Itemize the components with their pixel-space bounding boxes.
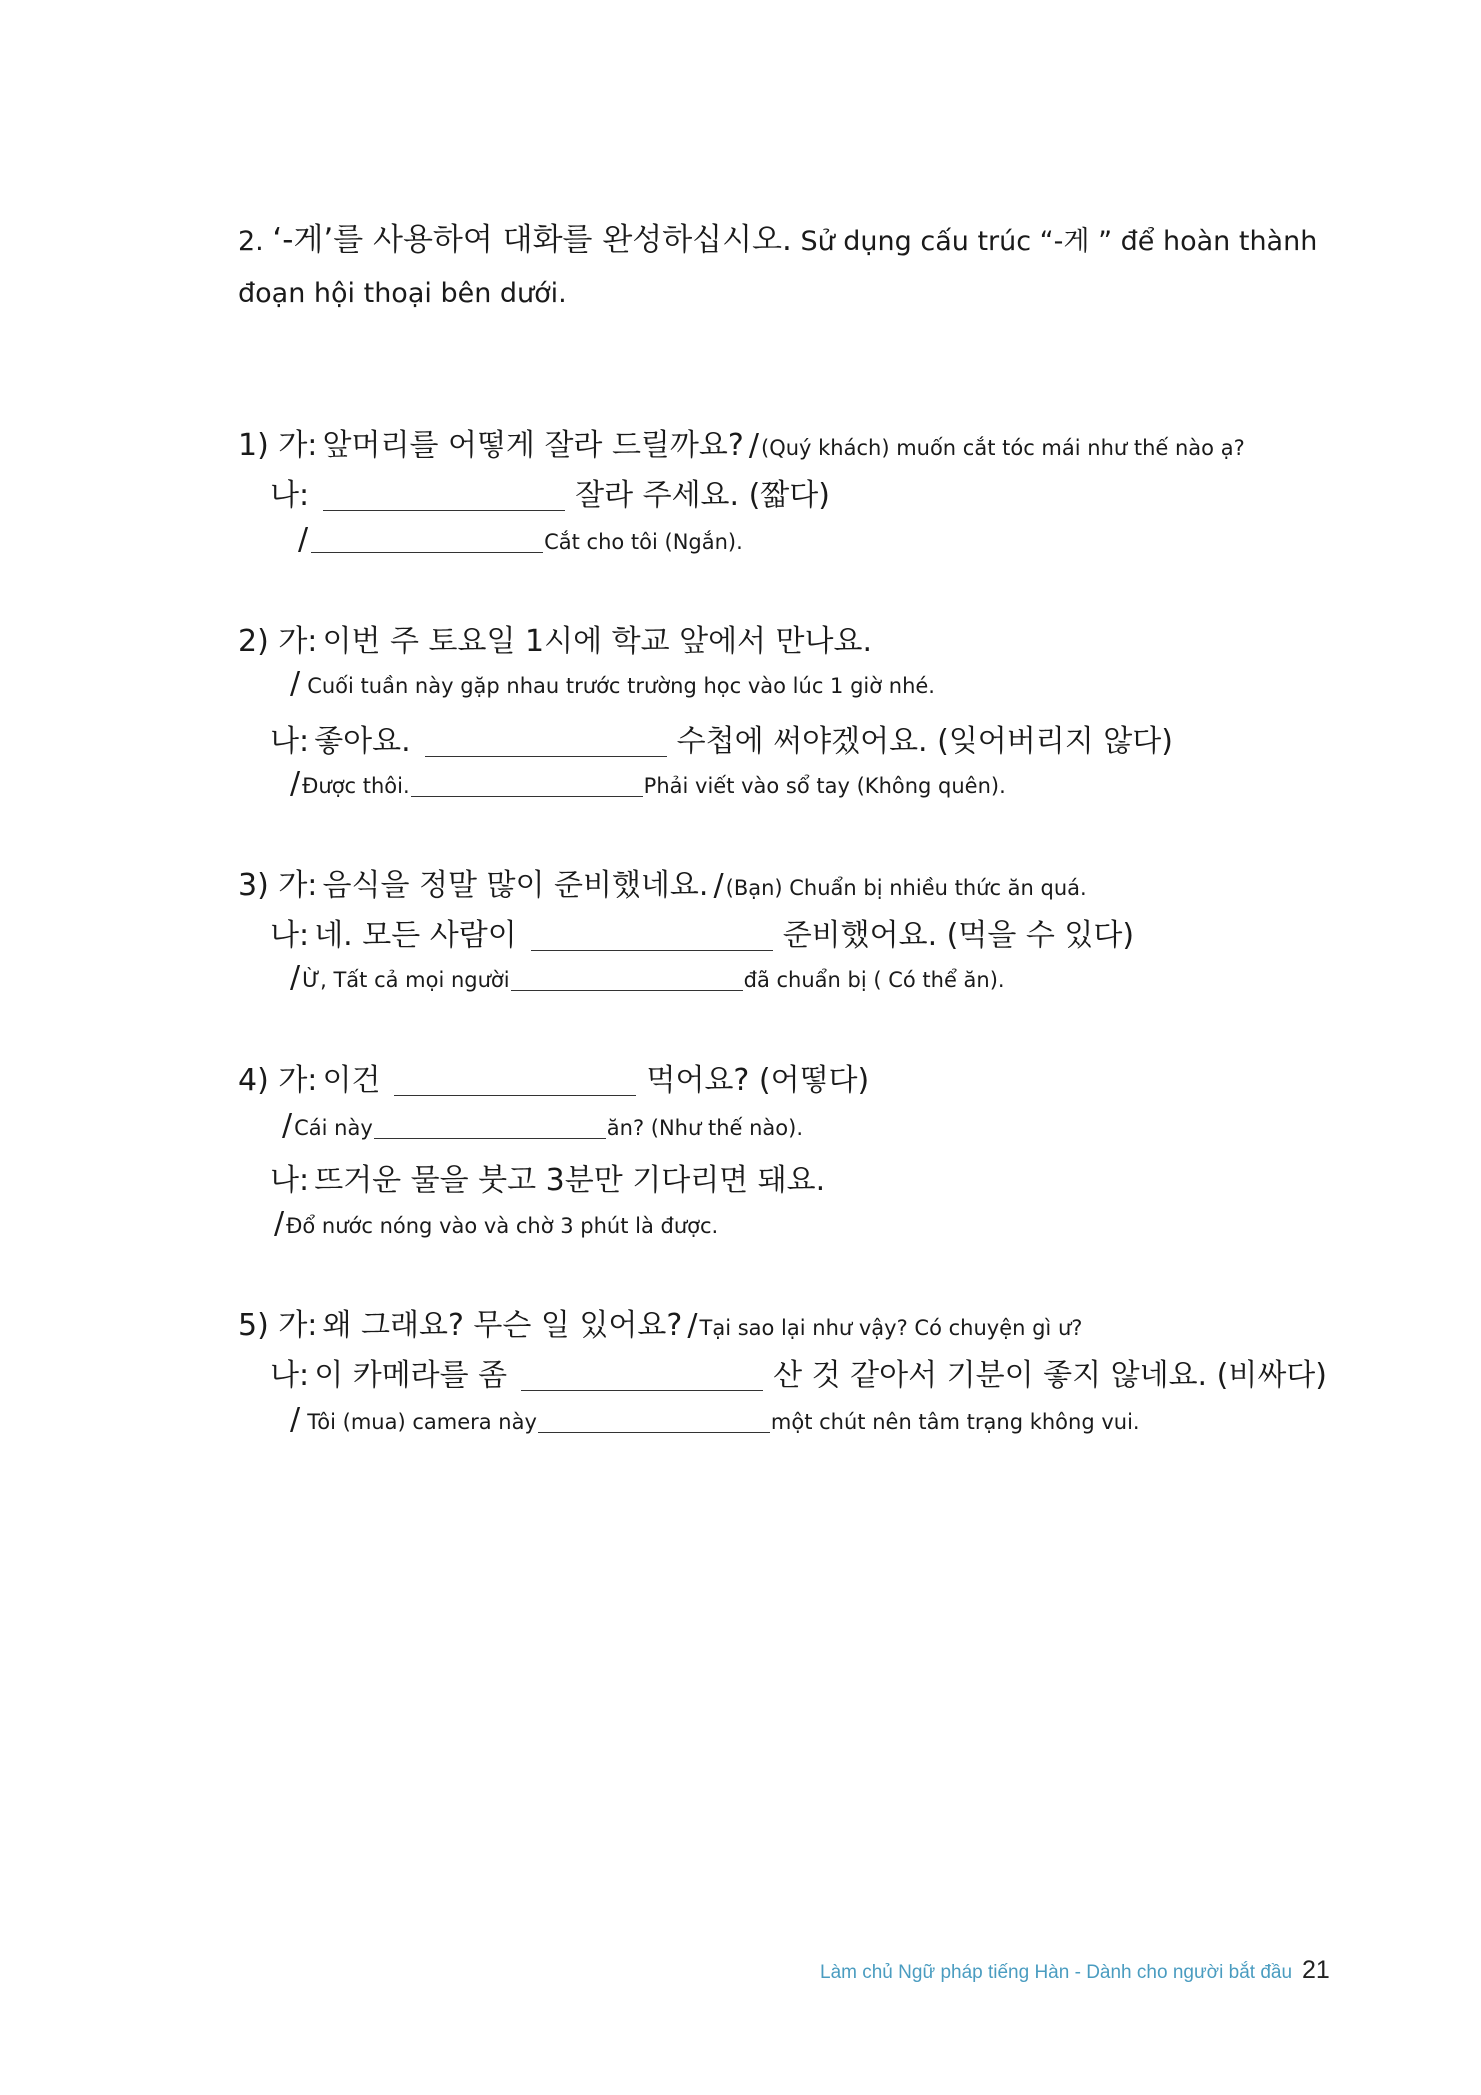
item-2-a-vi-after: Phải viết vào sổ tay (Không quên). bbox=[643, 774, 1006, 798]
item-2-question-translation bbox=[290, 666, 935, 701]
slash-divider: / bbox=[290, 1402, 301, 1437]
item-4-q-label: 4) 가: bbox=[238, 1063, 318, 1098]
item-3-a-vi-before: Ừ, Tất cả mọi người bbox=[302, 968, 510, 992]
item-3-answer-translation bbox=[290, 960, 1005, 995]
item-3-q-korean: 음식을 정말 많이 준비했네요. bbox=[322, 868, 709, 903]
item-3-a-vi-after: đã chuẩn bị ( Có thể ăn). bbox=[743, 968, 1005, 992]
item-2-q-vietnamese: Cuối tuần này gặp nhau trước trường học vào lúc 1 giờ nhé. bbox=[307, 674, 935, 698]
item-5-a-before: 이 카메라를 좀 bbox=[314, 1358, 508, 1393]
exercise-instruction bbox=[238, 214, 1318, 320]
item-4-q-after: 먹어요? (어떻다) bbox=[646, 1063, 870, 1098]
item-4-a-label: 나: bbox=[270, 1163, 310, 1198]
item-1-answer-blank[interactable] bbox=[323, 509, 565, 511]
item-3-answer-blank[interactable] bbox=[531, 949, 773, 951]
item-5-question bbox=[238, 1300, 1082, 1344]
item-4-question-translation bbox=[282, 1108, 803, 1143]
item-4-question bbox=[238, 1055, 869, 1099]
item-3-question bbox=[238, 860, 1087, 904]
item-3-translation-blank[interactable] bbox=[511, 989, 743, 991]
item-3-a-label: 나: bbox=[270, 918, 310, 953]
item-5-answer-blank[interactable] bbox=[521, 1389, 763, 1391]
footer-book-title: Làm chủ Ngữ pháp tiếng Hàn - Dành cho người bắt đầu bbox=[820, 1962, 1293, 1983]
item-2-answer-blank[interactable] bbox=[425, 755, 667, 757]
slash-divider: / bbox=[274, 1206, 285, 1241]
item-4-answer bbox=[270, 1155, 825, 1199]
slash-divider: / bbox=[687, 1308, 698, 1343]
item-2-a-vi-before: Được thôi. bbox=[302, 774, 410, 798]
item-5-translation-blank[interactable] bbox=[538, 1431, 770, 1433]
item-1-answer-translation bbox=[298, 522, 743, 557]
item-1-q-label: 1) 가: bbox=[238, 428, 318, 463]
item-4-q-before: 이건 bbox=[322, 1063, 381, 1098]
item-5-q-vietnamese: Tại sao lại như vậy? Có chuyện gì ư? bbox=[699, 1316, 1083, 1340]
item-2-answer bbox=[270, 716, 1173, 760]
item-4-q-vi-after: ăn? (Như thế nào). bbox=[606, 1116, 803, 1140]
instruction-vietnamese: Sử dụng cấu trúc “-게 ” để hoàn thành đoạn hội thoại bên dưới. bbox=[238, 226, 1318, 309]
item-5-q-korean: 왜 그래요? 무슨 일 있어요? bbox=[322, 1308, 683, 1343]
slash-divider: / bbox=[713, 868, 724, 903]
item-4-a-text: 뜨거운 물을 붓고 3분만 기다리면 돼요. bbox=[314, 1163, 826, 1198]
item-5-a-label: 나: bbox=[270, 1358, 310, 1393]
item-3-q-label: 3) 가: bbox=[238, 868, 318, 903]
item-1-question bbox=[238, 420, 1245, 464]
item-5-a-vi-after: một chút nên tâm trạng không vui. bbox=[770, 1410, 1140, 1434]
item-2-question bbox=[238, 616, 872, 660]
instruction-korean: ‘-게’를 사용하여 대화를 완성하십시오. bbox=[272, 222, 792, 258]
item-5-a-after: 산 것 같아서 기분이 좋지 않네요. (비싸다) bbox=[773, 1358, 1327, 1393]
item-1-a-vi-after: Cắt cho tôi (Ngắn). bbox=[544, 530, 743, 554]
item-4-a-vietnamese: Đổ nước nóng vào và chờ 3 phút là được. bbox=[286, 1214, 719, 1238]
item-3-a-after: 준비했어요. (먹을 수 있다) bbox=[782, 918, 1135, 953]
item-4-answer-translation bbox=[274, 1206, 718, 1241]
item-3-answer bbox=[270, 910, 1134, 954]
item-2-a-label: 나: bbox=[270, 724, 310, 759]
item-1-a-after: 잘라 주세요. (짧다) bbox=[575, 478, 830, 513]
item-4-question-blank[interactable] bbox=[394, 1094, 636, 1096]
slash-divider: / bbox=[290, 766, 301, 801]
slash-divider: / bbox=[290, 666, 301, 701]
page-footer bbox=[820, 1956, 1330, 1985]
item-2-q-korean: 이번 주 토요일 1시에 학교 앞에서 만나요. bbox=[322, 624, 873, 659]
item-1-a-label: 나: bbox=[270, 478, 310, 513]
slash-divider: / bbox=[282, 1108, 293, 1143]
item-5-a-vi-before: Tôi (mua) camera này bbox=[307, 1410, 537, 1434]
item-1-translation-blank[interactable] bbox=[311, 551, 543, 553]
item-1-answer bbox=[270, 470, 830, 514]
item-2-answer-translation bbox=[290, 766, 1006, 801]
item-2-translation-blank[interactable] bbox=[411, 795, 643, 797]
slash-divider: / bbox=[298, 522, 309, 557]
item-5-answer-translation bbox=[290, 1402, 1140, 1437]
exercise-number: 2. bbox=[238, 226, 264, 257]
item-5-answer bbox=[270, 1350, 1327, 1394]
item-4-translation-blank[interactable] bbox=[374, 1137, 606, 1139]
item-4-q-vi-before: Cái này bbox=[294, 1116, 373, 1140]
item-3-q-vietnamese: (Bạn) Chuẩn bị nhiều thức ăn quá. bbox=[725, 876, 1087, 900]
slash-divider: / bbox=[290, 960, 301, 995]
slash-divider: / bbox=[748, 428, 759, 463]
item-2-a-after: 수첩에 써야겠어요. (잊어버리지 않다) bbox=[676, 724, 1173, 759]
item-1-q-korean: 앞머리를 어떻게 잘라 드릴까요? bbox=[322, 428, 744, 463]
item-3-a-before: 네. 모든 사람이 bbox=[314, 918, 517, 953]
item-2-q-label: 2) 가: bbox=[238, 624, 318, 659]
item-5-q-label: 5) 가: bbox=[238, 1308, 318, 1343]
item-2-a-before: 좋아요. bbox=[314, 724, 411, 759]
item-1-q-vietnamese: (Quý khách) muốn cắt tóc mái như thế nào ạ? bbox=[761, 436, 1245, 460]
page-number: 21 bbox=[1302, 1956, 1330, 1984]
